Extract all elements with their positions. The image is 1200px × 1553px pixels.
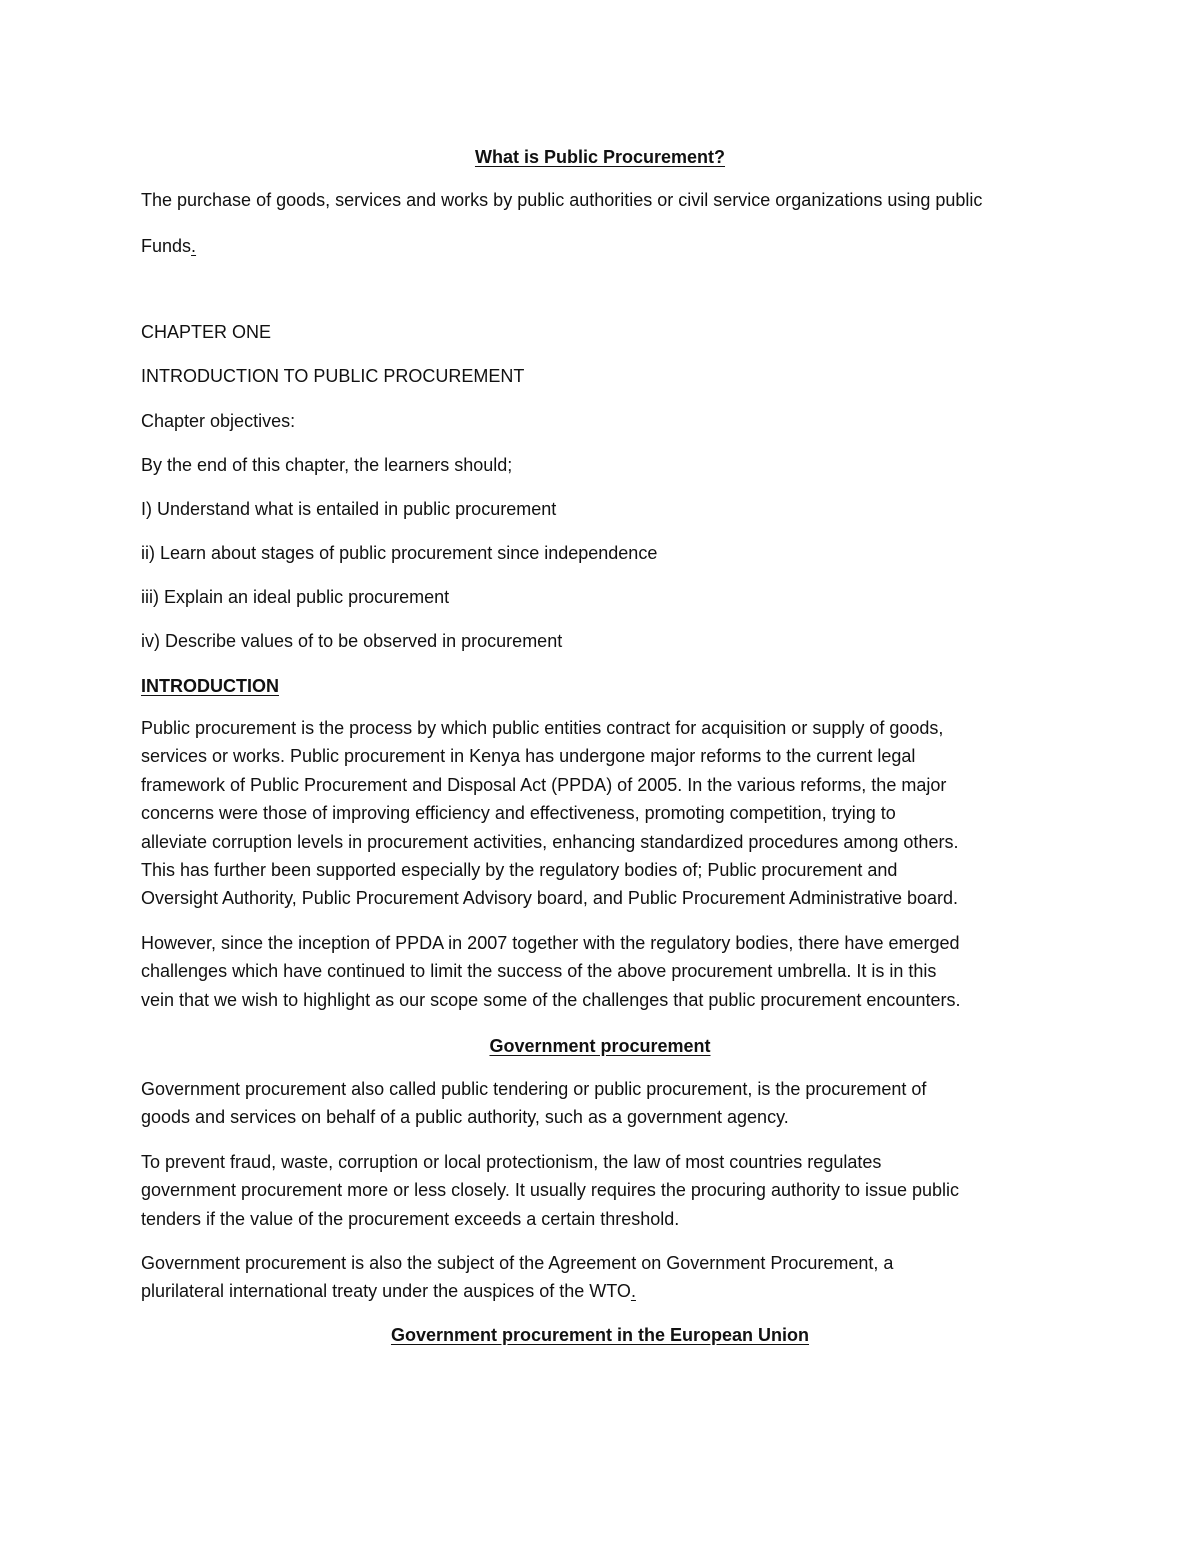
government-paragraph-2: [141, 1148, 1066, 1233]
introduction-heading: INTRODUCTION: [141, 676, 279, 696]
paragraph-line: Public procurement is the process by which public entities contract for acquisition or supply of goods,: [141, 718, 944, 738]
paragraph-line: Government procurement also called public tendering or public procurement, is the procurement of: [141, 1079, 927, 1099]
objective-item: iii) Explain an ideal public procurement: [141, 587, 450, 607]
paragraph-line: tenders if the value of the procurement exceeds a certain threshold.: [141, 1208, 680, 1229]
paragraph-line: vein that we wish to highlight as our scope some of the challenges that public procurement encounters.: [141, 989, 961, 1010]
introduction-paragraph-1: [141, 714, 1066, 913]
paragraph-line: This has further been supported especially by the regulatory bodies of; Public procurement and: [141, 860, 898, 881]
definition-line-1: The purchase of goods, services and works by public authorities or civil service organizations using public: [141, 190, 983, 210]
paragraph-line: concerns were those of improving efficiency and effectiveness, promoting competition, trying to: [141, 803, 896, 824]
introduction-paragraph-2: [141, 929, 1066, 1014]
paragraph-line: To prevent fraud, waste, corruption or local protectionism, the law of most countries regulates: [141, 1152, 882, 1172]
definition-line-2: [141, 232, 1061, 260]
government-paragraph-1: [141, 1075, 1066, 1132]
paragraph-period: .: [630, 1281, 636, 1302]
paragraph-line: framework of Public Procurement and Disposal Act (PPDA) of 2005. In the various reforms, the major: [141, 774, 947, 795]
paragraph-line: However, since the inception of PPDA in 2007 together with the regulatory bodies, there have emerged: [141, 933, 960, 953]
definition-funds: Funds: [141, 236, 192, 256]
definition-period: .: [191, 236, 197, 256]
paragraph-line: goods and services on behalf of a public authority, such as a government agency.: [141, 1107, 789, 1128]
objectives-intro: By the end of this chapter, the learners should;: [141, 455, 513, 475]
chapter-label: CHAPTER ONE: [141, 322, 272, 342]
paragraph-text: plurilateral international treaty under the auspices of the WTO: [141, 1281, 631, 1302]
paragraph-line: government procurement more or less closely. It usually requires the procuring authority to issue public: [141, 1180, 960, 1201]
chapter-title: INTRODUCTION TO PUBLIC PROCUREMENT: [141, 366, 525, 386]
paragraph-line: [141, 1277, 1066, 1305]
objectives-label: Chapter objectives:: [141, 411, 296, 431]
government-procurement-heading: Government procurement: [489, 1036, 711, 1056]
paragraph-line: alleviate corruption levels in procurement activities, enhancing standardized procedures among others.: [141, 831, 959, 852]
objective-item: iv) Describe values of to be observed in procurement: [141, 631, 563, 651]
government-paragraph-3: [141, 1249, 1066, 1306]
paragraph-line: challenges which have continued to limit the success of the above procurement umbrella. It is in this: [141, 961, 937, 982]
document-title: What is Public Procurement?: [474, 147, 726, 167]
paragraph-line: Oversight Authority, Public Procurement Advisory board, and Public Procurement Administrative board.: [141, 888, 959, 909]
eu-procurement-heading: Government procurement in the European Union: [390, 1325, 810, 1345]
objective-item: ii) Learn about stages of public procurement since independence: [141, 543, 658, 563]
objective-item: I) Understand what is entailed in public procurement: [141, 499, 557, 519]
paragraph-line: services or works. Public procurement in Kenya has undergone major reforms to the current legal: [141, 746, 916, 767]
paragraph-line: Government procurement is also the subject of the Agreement on Government Procurement, a: [141, 1253, 894, 1273]
